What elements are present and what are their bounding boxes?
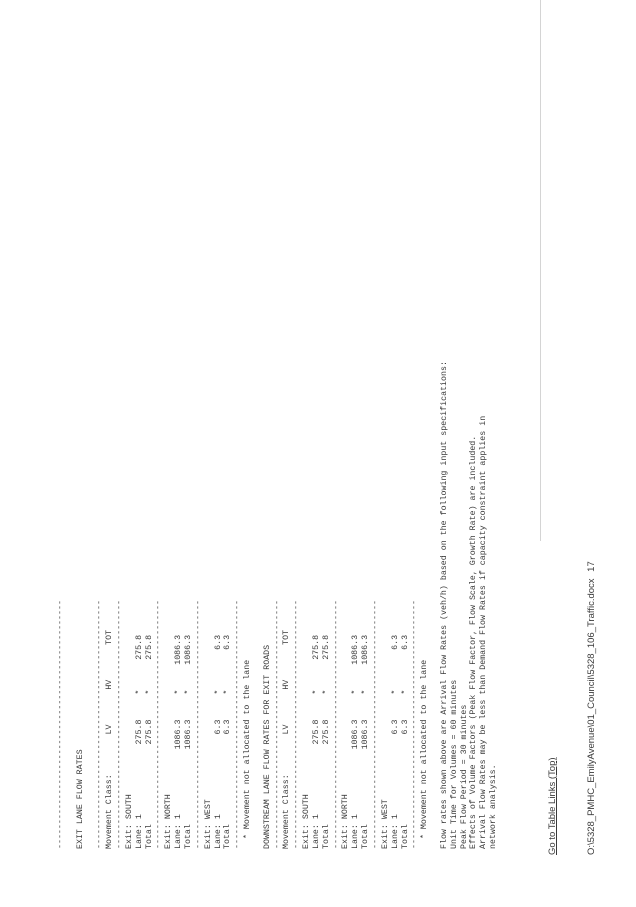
page-footer [586,561,597,855]
page-number: 17 [586,561,597,572]
go-to-table-links-link[interactable]: Go to Table Links (Top) [547,757,558,855]
footer-file-path: O:\5328_PMHC_EmilyAvenue\01_Council\5328_106_Traffic.docx [586,578,597,855]
sidra-report-text: -------------------------------------------------- EXIT LANE FLOW RATES -------------------------------------------------- Movement Class: LV HV TOT -------------------------------------------------- Exit: SOUTH Lane: 1 275.8 * 275.8 Total 275.8 * 275.8 -------------------------------------------------- Exit: NORTH Lane: 1 1086.3 * 1086.3 Total 1086.3 * 1086.3 -------------------------------------------------- Exit: WEST Lane: 1 6.3 * 6.3 Total 6.3 * 6.3 -------------------------------------------------- * Movement not allocated to the lane DOWNSTREAM LANE FLOW RATES FOR EXIT ROADS -------------------------------------------------- Movement Class: LV HV TOT -------------------------------------------------- Exit: SOUTH Lane: 1 275.8 * 275.8 Total 275.8 * 275.8 -------------------------------------------------- Exit: NORTH Lane: 1 1086.3 * 1086.3 Total 1086.3 * 1086.3 -------------------------------------------------- Exit: WEST Lane: 1 6.3 * 6.3 Total 6.3 * 6.3 -------------------------------------------------- * Movement not allocated to the lane Flow rates shown above are Arrival Flow Rates (veh/h) based on the following input specifications: Unit Time for Volumes = 60 minutes Peak Flow Period = 30 minutes Effects of Volume Factors (Peak Flow Factor, Flow Scale, Growth Rate) are included. Arrival Flow Rates may be less than Demand Flow Rates if capacity constraint applies in network analysis. [56,361,499,849]
separator-line [540,0,541,541]
